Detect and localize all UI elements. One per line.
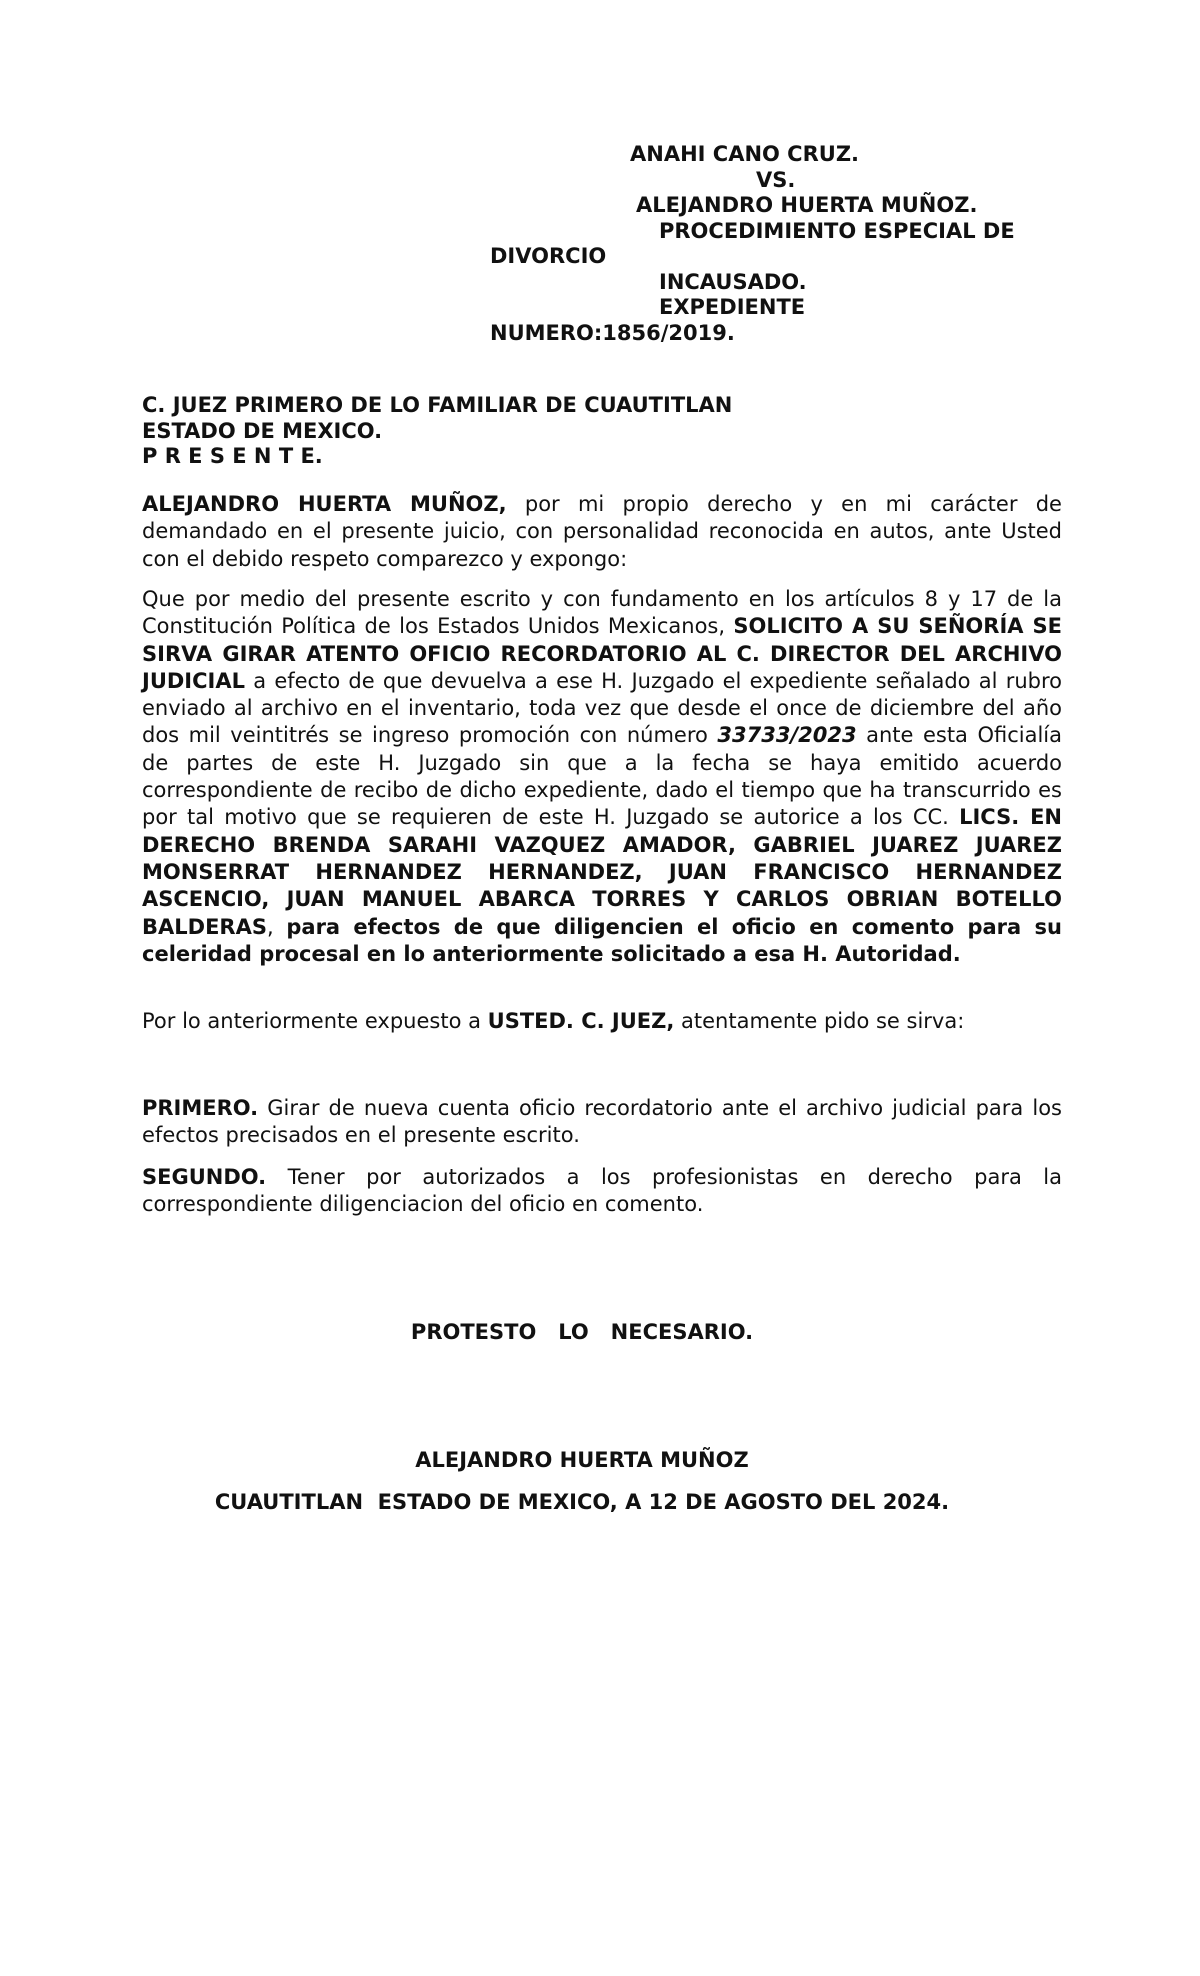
caption-versus: VS. xyxy=(756,167,796,192)
caption-file-number: NUMERO:1856/2019. xyxy=(490,320,735,345)
petition-purpose: para efectos de que diligencien el oficio en comento para su celeridad procesal en lo anteriormente solicitado a esa H. Autoridad. xyxy=(142,914,1062,966)
point-second xyxy=(142,1164,1062,1219)
caption-plaintiff: ANAHI CANO CRUZ. xyxy=(630,142,860,166)
caption-procedure: PROCEDIMIENTO ESPECIAL DE xyxy=(659,218,1015,243)
petition-text-4: , xyxy=(266,914,287,939)
promotion-number: 33733/2023 xyxy=(717,723,857,748)
request-text-1: Por lo anteriormente expuesto a xyxy=(142,1009,488,1033)
request-text-2: atentamente pido se sirva: xyxy=(674,1009,965,1033)
point-first-label: PRIMERO. xyxy=(142,1096,259,1120)
petition-text-1: Que por medio del presente escrito y con fundamento en los artículos 8 y 17 de la Constitución Política de los Estados Unidos Mexicanos, xyxy=(142,587,1062,639)
addressee-state: ESTADO DE MEXICO. xyxy=(142,418,383,443)
addressee-block xyxy=(142,393,1062,470)
caption-file-label: EXPEDIENTE xyxy=(659,295,806,319)
petition-paragraph xyxy=(142,586,1062,968)
petition-text-2: a efecto de que devuelva a ese H. Juzgado el expediente señalado al rubro enviado al archivo en el inventario, toda vez que desde el once de diciembre del año dos mil veintitrés se ingreso promoción con número xyxy=(142,668,1062,748)
petition-text-3: ante esta Oficialía de partes de este H. Juzgado sin que a la fecha se haya emitido acuerdo correspondiente de recibo de dicho expediente, dado el tiempo que ha transcurrido es por tal motivo que se requieren de este H. Juzgado se autorice a los CC. xyxy=(142,723,1062,830)
point-first xyxy=(142,1095,1062,1150)
petition-request: SOLICITO A SU SEÑORÍA SE SIRVA GIRAR ATENTO OFICIO RECORDATORIO AL C. DIRECTOR DEL ARCHIVO JUDICIAL xyxy=(142,614,1062,693)
place-date: CUAUTITLAN ESTADO DE MEXICO, A 12 DE AGOSTO DEL 2024. xyxy=(214,1490,950,1514)
caption-defendant: ALEJANDRO HUERTA MUÑOZ. xyxy=(636,193,978,217)
protest-line: PROTESTO LO NECESARIO. xyxy=(410,1320,754,1344)
request-judge: USTED. C. JUEZ, xyxy=(487,1009,675,1033)
case-caption xyxy=(490,142,1090,346)
point-first-text: Girar de nueva cuenta oficio recordatorio ante el archivo judicial para los efectos precisados en el presente escrito. xyxy=(142,1096,1062,1148)
caption-divorce: DIVORCIO xyxy=(490,244,607,268)
intro-name: ALEJANDRO HUERTA MUÑOZ, xyxy=(142,492,507,516)
point-second-label: SEGUNDO. xyxy=(142,1165,267,1189)
intro-paragraph xyxy=(142,491,1062,573)
request-paragraph xyxy=(142,1008,1062,1035)
signer-name: ALEJANDRO HUERTA MUÑOZ xyxy=(415,1448,749,1472)
intro-text: por mi propio derecho y en mi carácter de demandado en el presente juicio, con personalidad reconocida en autos, ante Usted con el debido respeto comparezco y expongo: xyxy=(142,492,1062,571)
addressee-present: P R E S E N T E. xyxy=(142,444,323,468)
caption-incausado: INCAUSADO. xyxy=(659,269,807,294)
point-second-text: Tener por autorizados a los profesionistas en derecho para la correspondiente diligenciacion del oficio en comento. xyxy=(142,1165,1062,1217)
addressee-judge: C. JUEZ PRIMERO DE LO FAMILIAR DE CUAUTITLAN xyxy=(142,393,733,417)
authorized-lawyers: LICS. EN DERECHO BRENDA SARAHI VAZQUEZ AMADOR, GABRIEL JUAREZ JUAREZ MONSERRAT HERNANDEZ HERNANDEZ, JUAN FRANCISCO HERNANDEZ ASCENCIO, JUAN MANUEL ABARCA TORRES Y CARLOS OBRIAN BOTELLO BALDERAS xyxy=(142,805,1062,939)
